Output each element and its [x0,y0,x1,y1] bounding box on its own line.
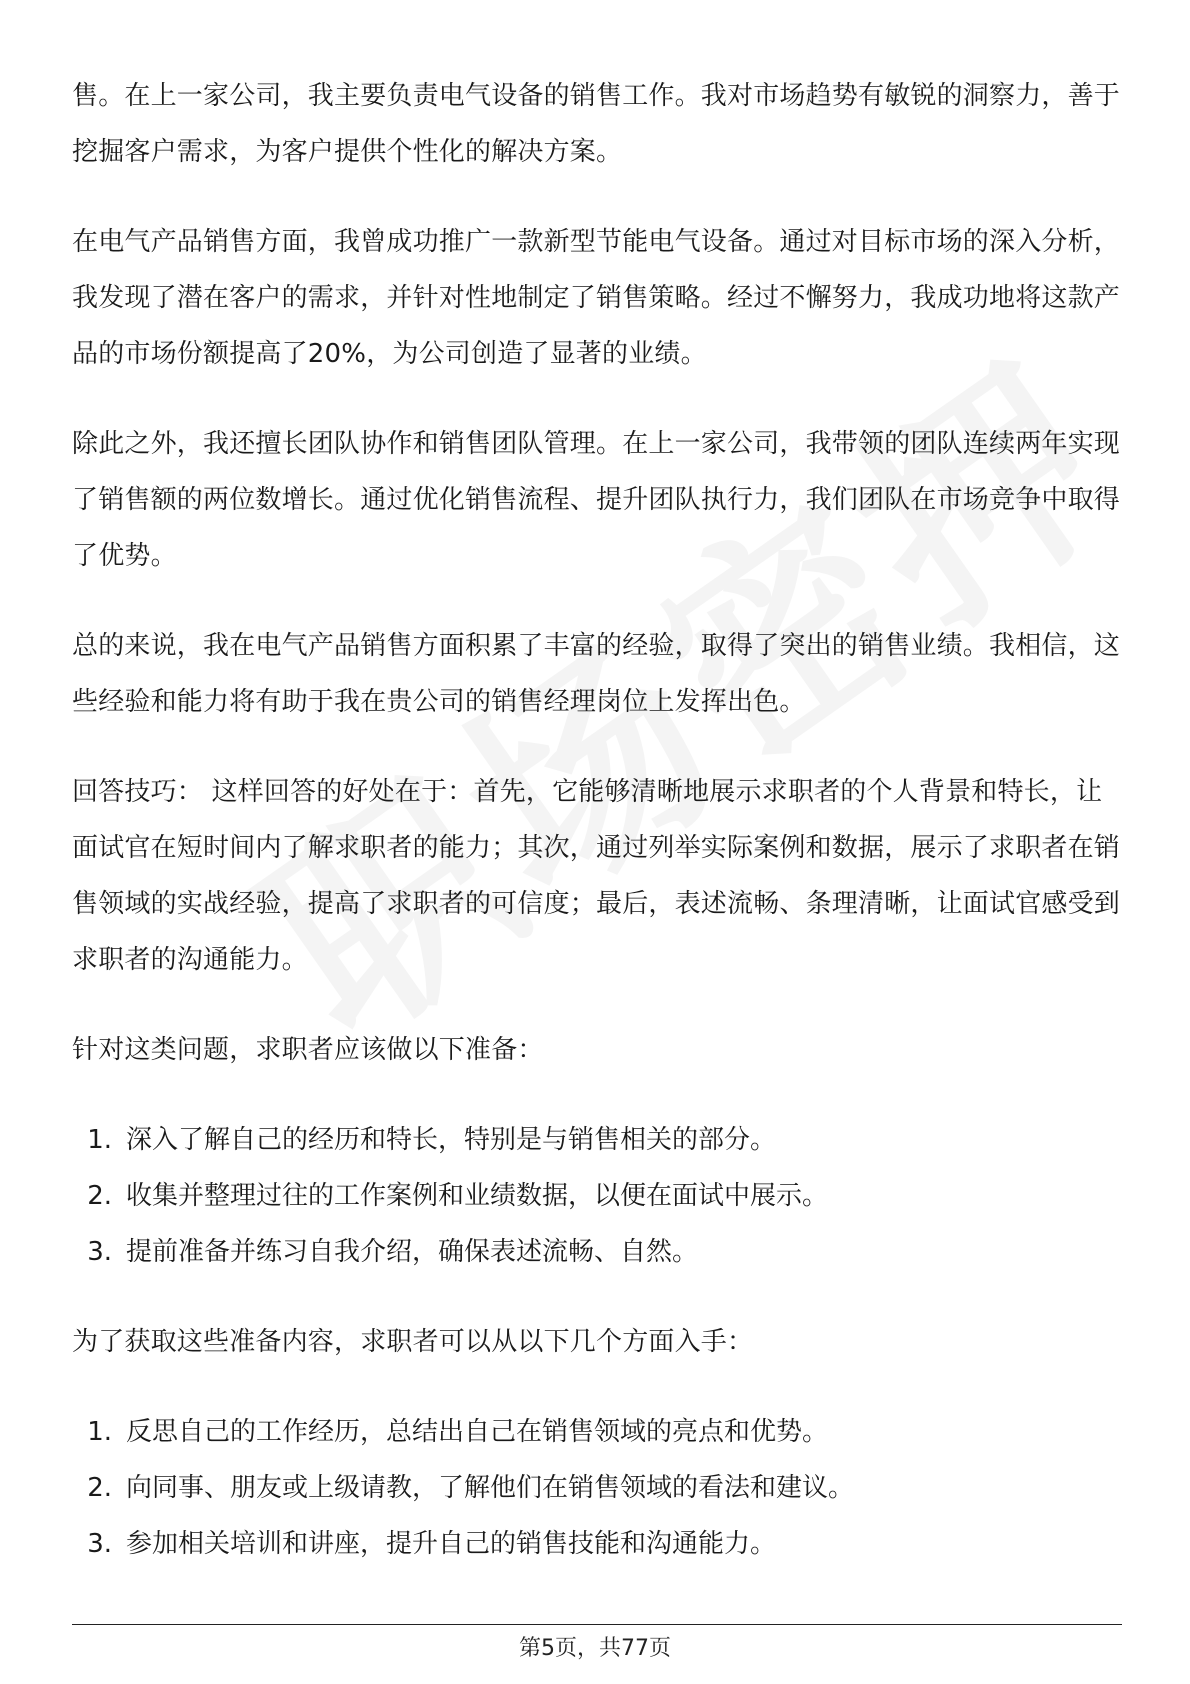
list-item-number: 1. [87,1417,112,1447]
list-item-number: 2. [87,1473,112,1503]
list-item-text: 收集并整理过往的工作案例和业绩数据，以便在面试中展示。 [126,1181,829,1211]
paragraph-team-management: 除此之外，我还擅长团队协作和销售团队管理。在上一家公司，我带领的团队连续两年实现了销售额的两位数增长。通过优化销售流程、提升团队执行力，我们团队在市场竞争中取得了优势。 [72,429,1121,571]
paragraph-product-sales: 在电气产品销售方面，我曾成功推广一款新型节能电气设备。通过对目标市场的深入分析，我发现了潜在客户的需求，并针对性地制定了销售策略。经过不懈努力，我成功地将这款产品的市场份额提高了20%，为公司创造了显著的业绩。 [72,227,1121,369]
list-item-number: 2. [87,1181,112,1211]
document-body [72,68,1122,1606]
source-list [72,1404,1122,1572]
paragraph-summary: 总的来说，我在电气产品销售方面积累了丰富的经验，取得了突出的销售业绩。我相信，这些经验和能力将有助于我在贵公司的销售经理岗位上发挥出色。 [72,631,1121,717]
list-item-text: 向同事、朋友或上级请教，了解他们在销售领域的看法和建议。 [126,1473,855,1503]
list-item [72,1404,1122,1460]
list-item [72,1112,1122,1168]
list-item [72,1224,1122,1280]
list-item [72,1516,1122,1572]
list-item-number: 1. [87,1125,112,1155]
list-item [72,1460,1122,1516]
list-item [72,1168,1122,1224]
list-item-number: 3. [87,1529,112,1559]
paragraph-answer-tips: 回答技巧： 这样回答的好处在于：首先，它能够清晰地展示求职者的个人背景和特长，让面试官在短时间内了解求职者的能力；其次，通过列举实际案例和数据，展示了求职者在销售领域的实战经验，提高了求职者的可信度；最后，表述流畅、条理清晰，让面试官感受到求职者的沟通能力。 [72,777,1121,975]
paragraph-source-intro: 为了获取这些准备内容，求职者可以从以下几个方面入手： [72,1327,754,1357]
page-number: 第5页，共77页 [519,1636,671,1661]
list-item-number: 3. [87,1237,112,1267]
footer-divider [72,1624,1122,1625]
prep-list [72,1112,1122,1280]
list-item-text: 参加相关培训和讲座，提升自己的销售技能和沟通能力。 [126,1529,777,1559]
paragraph-intro-continued: 售。在上一家公司，我主要负责电气设备的销售工作。我对市场趋势有敏锐的洞察力，善于挖掘客户需求，为客户提供个性化的解决方案。 [72,81,1121,167]
list-item-text: 提前准备并练习自我介绍，确保表述流畅、自然。 [126,1237,699,1267]
list-item-text: 反思自己的工作经历，总结出自己在销售领域的亮点和优势。 [126,1417,829,1447]
paragraph-prep-intro: 针对这类问题，求职者应该做以下准备： [72,1035,544,1065]
list-item-text: 深入了解自己的经历和特长，特别是与销售相关的部分。 [126,1125,777,1155]
